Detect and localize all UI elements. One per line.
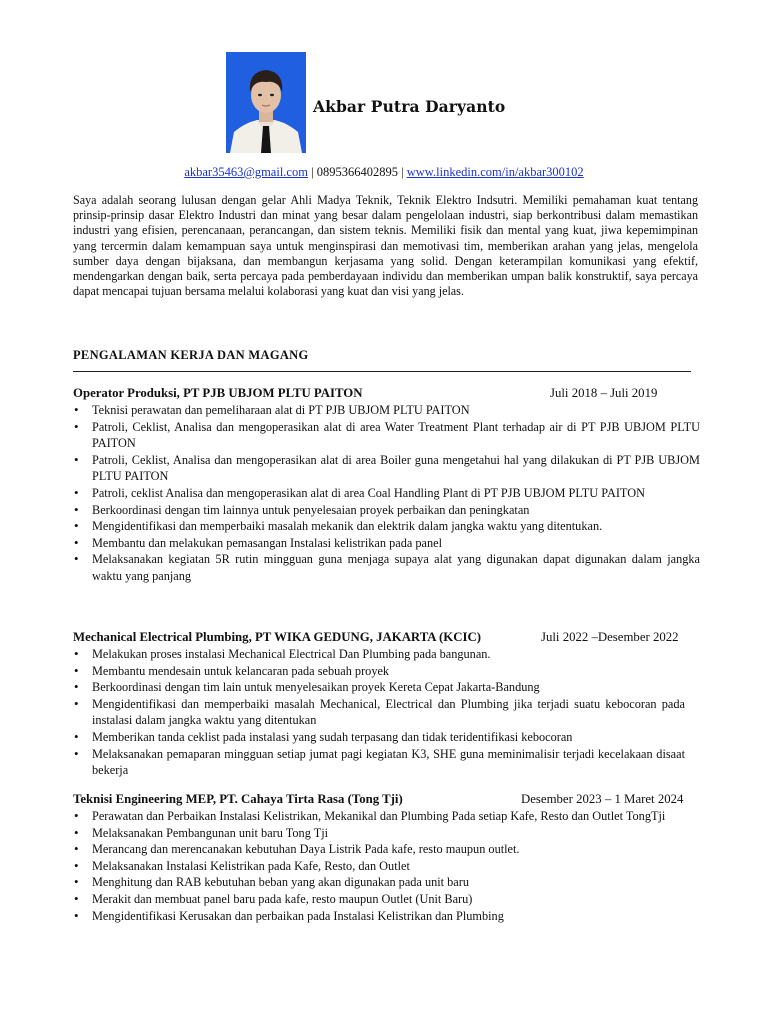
job-date: Juli 2018 – Juli 2019 [550, 386, 658, 400]
list-item: • Melaksanakan kegiatan 5R rutin mingguan guna menjaga supaya alat yang digunakan dapat digunakan dalam jangka waktu yang panjang [73, 551, 700, 584]
job-title: Teknisi Engineering MEP, PT. Cahaya Tirta Rasa (Tong Tji) [73, 792, 403, 806]
list-item: • Memberikan tanda ceklist pada instalasi yang sudah terpasang dan tidak teridentifikasi kebocoran [73, 729, 685, 746]
job-header [73, 630, 713, 646]
list-item: • Teknisi perawatan dan pemeliharaan alat di PT PJB UBJOM PLTU PAITON [73, 402, 700, 419]
job-entry [73, 792, 713, 924]
list-item: • Perawatan dan Perbaikan Instalasi Kelistrikan, Mekanikal dan Plumbing Pada setiap Kafe, Resto dan Outlet TongTji [73, 808, 690, 825]
list-item: • Membantu dan melakukan pemasangan Instalasi kelistrikan pada panel [73, 535, 700, 552]
list-item: • Melaksanakan pemaparan mingguan setiap jumat pagi kegiatan K3, SHE guna meminimalisir terjadi kecelakaan disaat bekerja [73, 746, 685, 779]
profile-photo [226, 52, 306, 153]
list-item: • Membantu mendesain untuk kelancaran pada sebuah proyek [73, 663, 685, 680]
job-entry [73, 630, 713, 779]
list-item: • Mengidentifikasi Kerusakan dan perbaikan pada Instalasi Kelistrikan dan Plumbing [73, 908, 690, 925]
job-title: Mechanical Electrical Plumbing, PT WIKA GEDUNG, JAKARTA (KCIC) [73, 630, 481, 644]
duty-list [73, 808, 690, 924]
section-divider [73, 371, 691, 372]
job-entry [73, 386, 713, 585]
list-item: • Patroli, Ceklist, Analisa dan mengoperasikan alat di area Water Treatment Plant terhadap air di PT PJB UBJOM PLTU PAITON [73, 419, 700, 452]
profile-summary: Saya adalah seorang lulusan dengan gelar Ahli Madya Teknik, Teknik Elektro Indsutri. Memiliki pemahaman kuat tentang prinsip-prinsip dasar Elektro Industri dan minat yang besar dalam pengelolaan industri, siap berkontribusi dalam memastikan industri yang efisien, perencanaan, perancangan, dan sistem teknis. Memiliki fisik dan mental yang kuat, jiwa kepemimpinan yang tercermin dalam kemampuan saya untuk menginspirasi dan memotivasi tim, memberikan arahan yang jelas, mengelola sumber daya dengan bijaksana, dan membangun kerjasama yang solid. Dengan keterampilan komunikasi yang efektif, mendengarkan dengan baik, serta percaya pada pemberdayaan individu dan memberikan umpan balik konstruktif, saya percaya dapat mencapai tujuan bersama melalui kolaborasi yang kuat dan visi yang jelas. [73, 193, 698, 299]
list-item: • Patroli, ceklist Analisa dan mengoperasikan alat di area Coal Handling Plant di PT PJB UBJOM PLTU PAITON [73, 485, 700, 502]
portrait-image [226, 52, 306, 153]
candidate-name: Akbar Putra Daryanto [313, 97, 506, 116]
section-title-experience: PENGALAMAN KERJA DAN MAGANG [73, 348, 309, 362]
job-header [73, 386, 713, 402]
job-date: Desember 2023 – 1 Maret 2024 [521, 792, 684, 806]
list-item: • Mengidentifikasi dan memperbaiki masalah mekanik dan elektrik dalam jangka waktu yang ditentukan. [73, 518, 700, 535]
email-link[interactable]: akbar35463@gmail.com [184, 165, 308, 179]
list-item: • Menghitung dan RAB kebutuhan beban yang akan digunakan pada unit baru [73, 874, 690, 891]
contact-separator: | [397, 165, 407, 179]
duty-list [73, 646, 685, 779]
job-header [73, 792, 713, 808]
list-item: • Berkoordinasi dengan tim lain untuk menyelesaikan proyek Kereta Cepat Jakarta-Bandung [73, 679, 685, 696]
list-item: • Merakit dan membuat panel baru pada kafe, resto maupun Outlet (Unit Baru) [73, 891, 690, 908]
list-item: • Berkoordinasi dengan tim lainnya untuk penyelesaian proyek perbaikan dan peningkatan [73, 502, 700, 519]
list-item: • Mengidentifikasi dan memperbaiki masalah Mechanical, Electrical dan Plumbing jika terjadi suatu kebocoran pada instalasi dalam jangka waktu yang ditentukan [73, 696, 685, 729]
contact-line [0, 165, 768, 180]
list-item: • Merancang dan merencanakan kebutuhan Daya Listrik Pada kafe, resto maupun outlet. [73, 841, 690, 858]
phone-number: 0895366402895 [316, 165, 398, 179]
job-title: Operator Produksi, PT PJB UBJOM PLTU PAITON [73, 386, 363, 400]
duty-list [73, 402, 700, 585]
list-item: • Melakukan proses instalasi Mechanical Electrical Dan Plumbing pada bangunan. [73, 646, 685, 663]
list-item: • Patroli, Ceklist, Analisa dan mengoperasikan alat di area Boiler guna mengetahui hal yang dilakukan di PT PJB UBJOM PLTU PAITON [73, 452, 700, 485]
job-date: Juli 2022 –Desember 2022 [541, 630, 679, 644]
linkedin-link[interactable]: www.linkedin.com/in/akbar300102 [406, 165, 584, 179]
list-item: • Melaksanakan Instalasi Kelistrikan pada Kafe, Resto, dan Outlet [73, 858, 690, 875]
contact-separator: | [307, 165, 317, 179]
list-item: • Melaksanakan Pembangunan unit baru Tong Tji [73, 825, 690, 842]
